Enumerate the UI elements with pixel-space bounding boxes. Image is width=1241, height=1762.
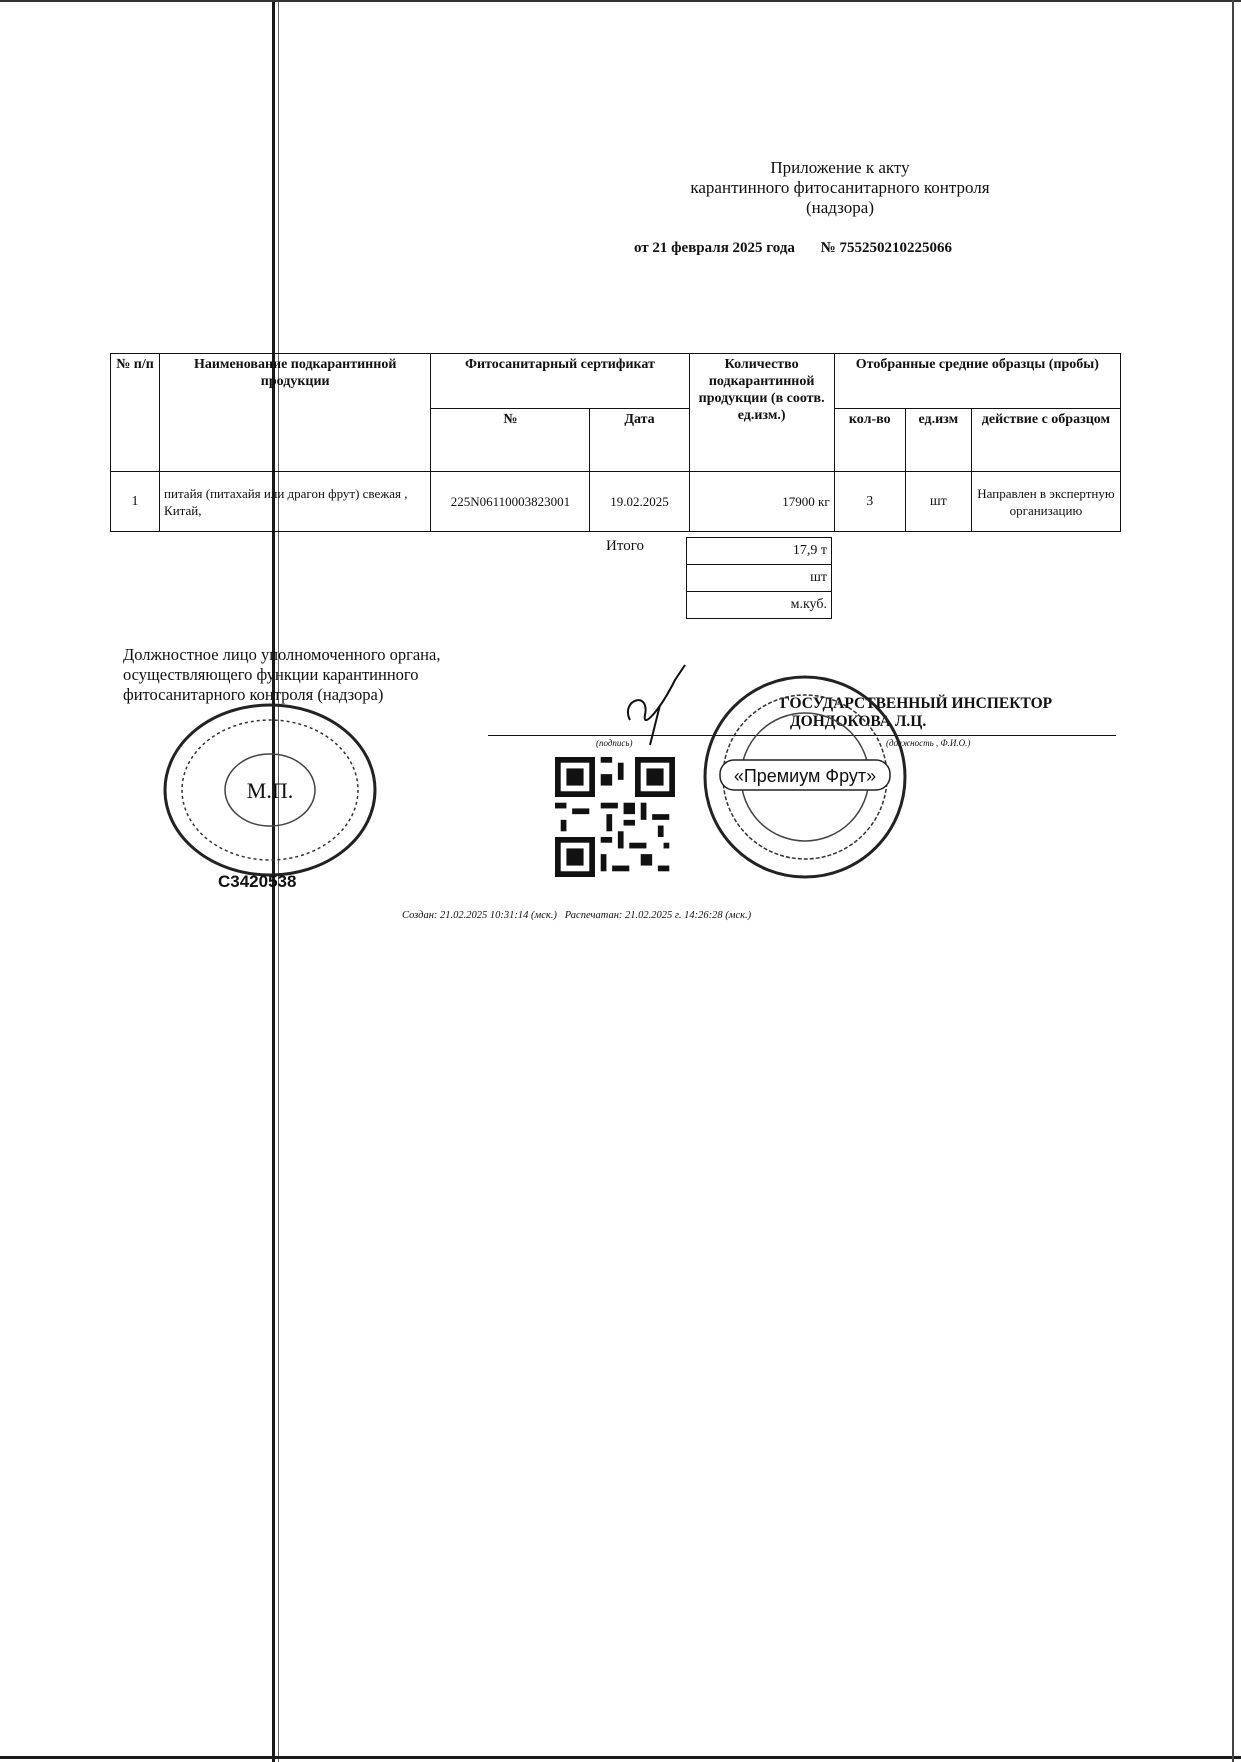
scan-line-top xyxy=(0,0,1241,2)
row-sample-unit: шт xyxy=(905,472,971,532)
printed-timestamp: Распечатан: 21.02.2025 г. 14:26:28 (мск.) xyxy=(564,910,752,921)
col-cert-date-header: Дата xyxy=(590,409,689,472)
stamp-mark: М.П. xyxy=(246,778,294,803)
scan-line-bottom xyxy=(0,1756,1241,1759)
inspector-position: ГОСУДАРСТВЕННЫЙ ИНСПЕКТОР xyxy=(780,695,1053,712)
col-sample-qty-header: кол-во xyxy=(834,409,905,472)
header-line3: (надзора) xyxy=(806,198,874,217)
handwritten-signature xyxy=(620,660,700,750)
act-reference xyxy=(634,240,974,257)
company-stamp xyxy=(700,672,910,882)
col-samples-header: Отобранные средние образцы (пробы) xyxy=(834,354,1120,409)
position-caption: (должность , Ф.И.О.) xyxy=(886,738,971,748)
totals-m3: м.куб. xyxy=(687,592,832,619)
header-line1: Приложение к акту xyxy=(770,158,910,177)
col-sample-unit-header: ед.изм xyxy=(905,409,971,472)
row-cert-date: 19.02.2025 xyxy=(590,472,689,532)
table-header-row xyxy=(111,354,1121,409)
row-qty: 17900 кг xyxy=(689,472,834,532)
row-name: питайя (питахайя или драгон фрут) свежая , Китай, xyxy=(160,472,431,532)
col-name-header: Наименование подкарантинной продукции xyxy=(160,354,431,472)
totals-tons: 17,9 т xyxy=(687,538,832,565)
header-line2: карантинного фитосанитарного контроля xyxy=(690,178,990,197)
col-cert-header: Фитосанитарный сертификат xyxy=(431,354,689,409)
official-description: Должностное лицо уполномоченного органа, осуществляющего функции карантинного фитосанитарного контроля (надзора) xyxy=(123,645,441,704)
totals-label: Итого xyxy=(606,538,644,554)
print-info xyxy=(402,910,751,921)
row-num: 1 xyxy=(111,472,160,532)
stamp-code: C3420538 xyxy=(218,872,297,891)
created-timestamp: Создан: 21.02.2025 10:31:14 (мск.) xyxy=(402,910,557,921)
col-sample-action-header: действие с образцом xyxy=(971,409,1120,472)
row-cert-no: 225N06110003823001 xyxy=(431,472,590,532)
signature-caption: (подпись) xyxy=(596,738,633,748)
document-header xyxy=(640,158,1040,218)
totals-pcs: шт xyxy=(687,565,832,592)
act-date: от 21 февраля 2025 года xyxy=(634,240,795,256)
inspector-name: ДОНДОКОВА Л.Ц. xyxy=(790,713,927,730)
col-qty-header: Количество подкарантинной продукции (в соотв. ед.изм.) xyxy=(689,354,834,472)
row-sample-qty: 3 xyxy=(834,472,905,532)
qr-code xyxy=(555,757,675,877)
act-number: № 755250210225066 xyxy=(820,240,952,256)
row-action: Направлен в экспертную организацию xyxy=(971,472,1120,532)
products-table xyxy=(110,353,1121,532)
totals-table xyxy=(686,537,832,619)
stamp-company-name: «Премиум Фрут» xyxy=(733,766,877,786)
scan-line-right xyxy=(1232,0,1234,1762)
table-row xyxy=(111,472,1121,532)
col-cert-no-header: № xyxy=(431,409,590,472)
official-stamp-left xyxy=(160,700,380,880)
col-num-header: № п/п xyxy=(111,354,160,472)
